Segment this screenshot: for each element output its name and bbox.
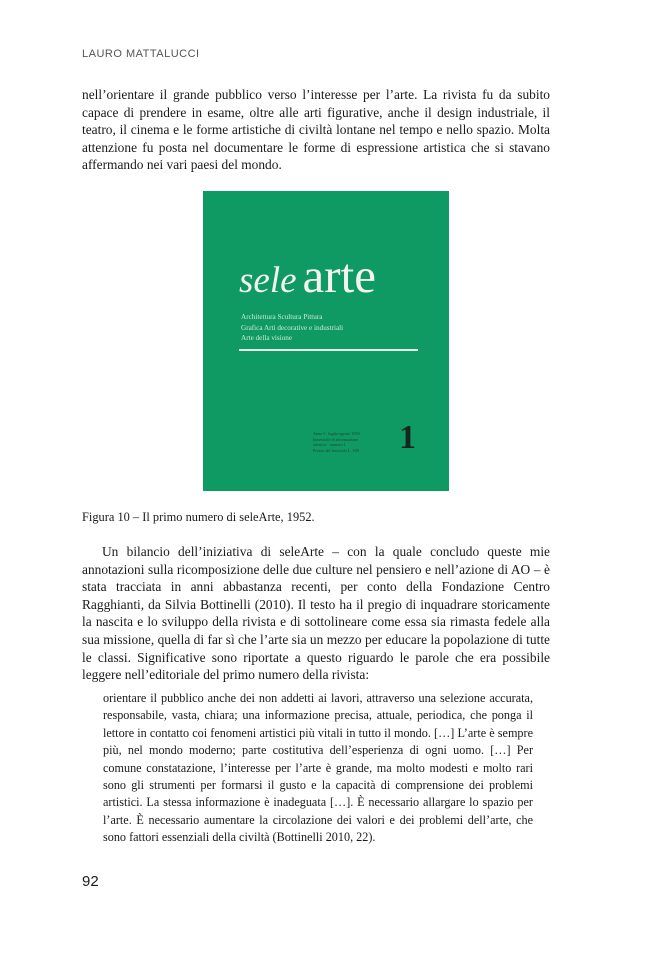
cover-subtitle: Architettura Scultura Pittura Grafica Arti decorative e industriali Arte della visione <box>241 313 344 342</box>
body-paragraph-2: Un bilancio dell’iniziativa di seleArte – con la quale concludo queste mie annotazioni sulla ricomposizione delle due culture nel pensiero e nell’azione di AO – è stata tracciata in anni abbastanza recenti, per conto della Fondazione Centro Ragghianti, da Silvia Bottinelli (2010). Il testo ha il pregio di inquadrare storicamente la nascita e lo sviluppo della rivista e di sottolineare come essa sia rimasta fedele alla sua missione, quella di far sì che l’arte sia un mezzo per educare la popolazione di tutte le classi. Significative sono riportate a questo riguardo le parole che era possibile leggere nell’editoriale del primo numero della rivista: <box>82 544 550 683</box>
page-number: 92 <box>82 873 99 890</box>
block-quote: orientare il pubblico anche dei non addetti ai lavori, attraverso una selezione accurata, responsabile, vasta, chiara; una informazione precisa, attuale, periodica, che ponga il lettore in contatto coi fenomeni artistici più vitali in tutto il mondo. […] L’arte è sempre più, nel mondo moderno; parte costitutiva dell’esperienza di ogni uomo. […] Per comune constatazione, l’interesse per l’arte è grande, ma molto modesti e molto rari sono gli strumenti per formarsi il gusto e la capacità di comprensione dei problemi artistici. La stessa informazione è inadeguata […]. È necessario allargare lo spazio per l’arte. È necessario aumentare la circolazione dei valori e dei problemi dell’arte, che sono fattori essenziali della civiltà (Bottinelli 2010, 22). <box>103 691 533 845</box>
cover-title <box>239 247 376 304</box>
running-head: LAURO MATTALUCCI <box>82 48 200 60</box>
cover-issue-info: Anno I - luglio-agosto 1952 bimestrale di informazione artistica - numero 1 Prezzo del fascicolo L. 100 <box>313 431 360 453</box>
body-paragraph-1: nell’orientare il grande pubblico verso l’interesse per l’arte. La rivista fu da subito capace di prendere in esame, oltre alle arti figurative, anche il design industriale, il teatro, il cinema e le forme artistiche di civiltà lontane nel tempo e nello spazio. Molta attenzione fu posta nel documentare le forme di espressione artistica che si stavano affermando nei vari paesi del mondo. <box>82 87 550 173</box>
cover-divider <box>239 349 418 351</box>
figure-caption: Figura 10 – Il primo numero di seleArte, 1952. <box>82 510 315 524</box>
cover-title-arte: arte <box>302 248 376 303</box>
magazine-cover-figure <box>203 191 449 491</box>
cover-issue-number: 1 <box>399 419 416 456</box>
cover-title-sele: sele <box>239 260 297 301</box>
